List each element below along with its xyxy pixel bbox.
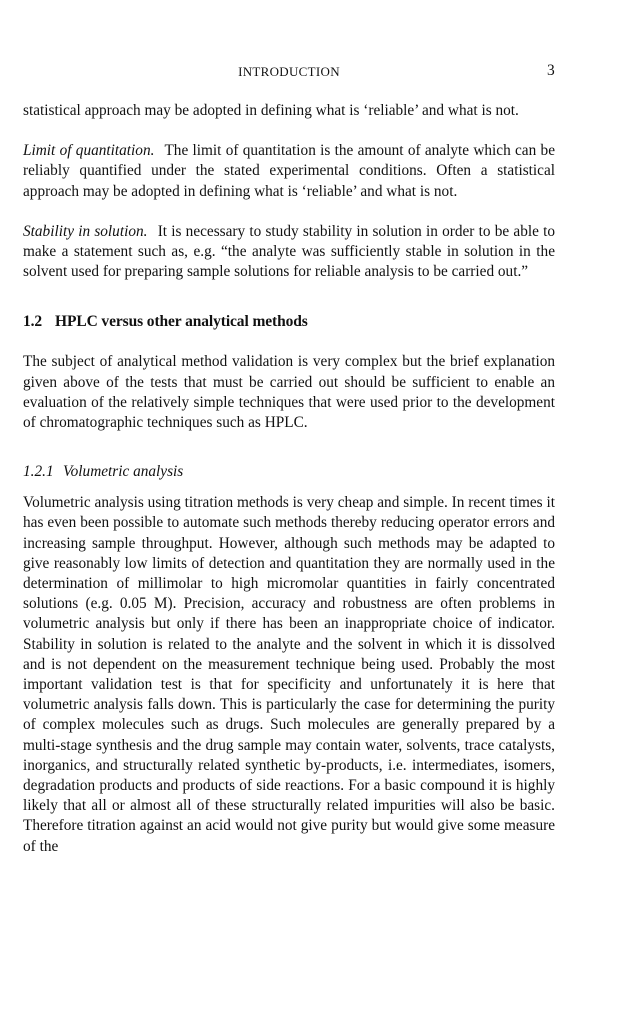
section-heading-1-2: [23, 312, 555, 332]
paragraph-text: The limit of quantitation is the amount of analyte which can be reliably quantified under the stated experimental conditions. Often a statistical approach may be adopted in defining what is ‘reliable’ and what is not.: [23, 142, 555, 200]
paragraph-section-1-2: The subject of analytical method validation is very complex but the brief explanation given above of the tests that must be carried out should be sufficient to enable an evaluation of the relatively simple techniques that were used prior to the development of chromatographic techniques such as HPLC.: [23, 353, 555, 432]
paragraph-stability-in-solution: [23, 222, 555, 283]
subsection-number: 1.2.1: [23, 463, 54, 481]
paragraph-continued: statistical approach may be adopted in defining what is ‘reliable’ and what is not.: [23, 102, 519, 119]
subsection-heading-1-2-1: [23, 462, 555, 482]
paragraph-volumetric-analysis: Volumetric analysis using titration methods is very cheap and simple. In recent times it has even been possible to automate such methods thereby reducing operator errors and increasing sample throughput. However, although such methods may be adapted to give reasonably low limits of detection and quantitation they are normally used in the determination of millimolar to high micromolar quantities in fairly concentrated solutions (e.g. 0.05 M). Precision, accuracy and robustness are often problems in volumetric analysis but only if there has been an inappropriate choice of indicator. Stability in solution is related to the analyte and the solvent in which it is dissolved and is not dependent on the measurement technique being used. Probably the most important validation test is that for specificity and unfortunately it is here that volumetric analysis falls down. This is particularly the case for determining the purity of complex molecules such as drugs. Such molecules are generally prepared by a multi-stage synthesis and the drug sample may contain water, solvents, trace catalysts, inorganics, and structurally related synthetic by-products, i.e. intermediates, isomers, degradation products and products of side reactions. For a basic compound it is highly likely that all or almost all of these structurally related impurities will also be basic. Therefore titration against an acid would not give purity but would give some measure of the: [23, 494, 555, 855]
running-title: INTRODUCTION: [238, 64, 340, 79]
page-number: 3: [546, 62, 555, 79]
running-header: [23, 62, 555, 84]
runin-heading-limit-of-quantitation: Limit of quantitation.: [23, 142, 155, 160]
section-title: HPLC versus other analytical methods: [55, 313, 308, 331]
paragraph-limit-of-quantitation: [23, 141, 555, 202]
section-number: 1.2: [23, 313, 43, 331]
subsection-title: Volumetric analysis: [63, 463, 184, 481]
paragraph-text: It is necessary to study stability in solution in order to be able to make a statement such as, e.g. “the analyte was sufficiently stable in solution in the solvent used for preparing sample solutions for reliable analysis to be carried out.”: [23, 222, 555, 281]
book-page: [23, 62, 555, 857]
runin-heading-stability-in-solution: Stability in solution.: [23, 222, 148, 240]
